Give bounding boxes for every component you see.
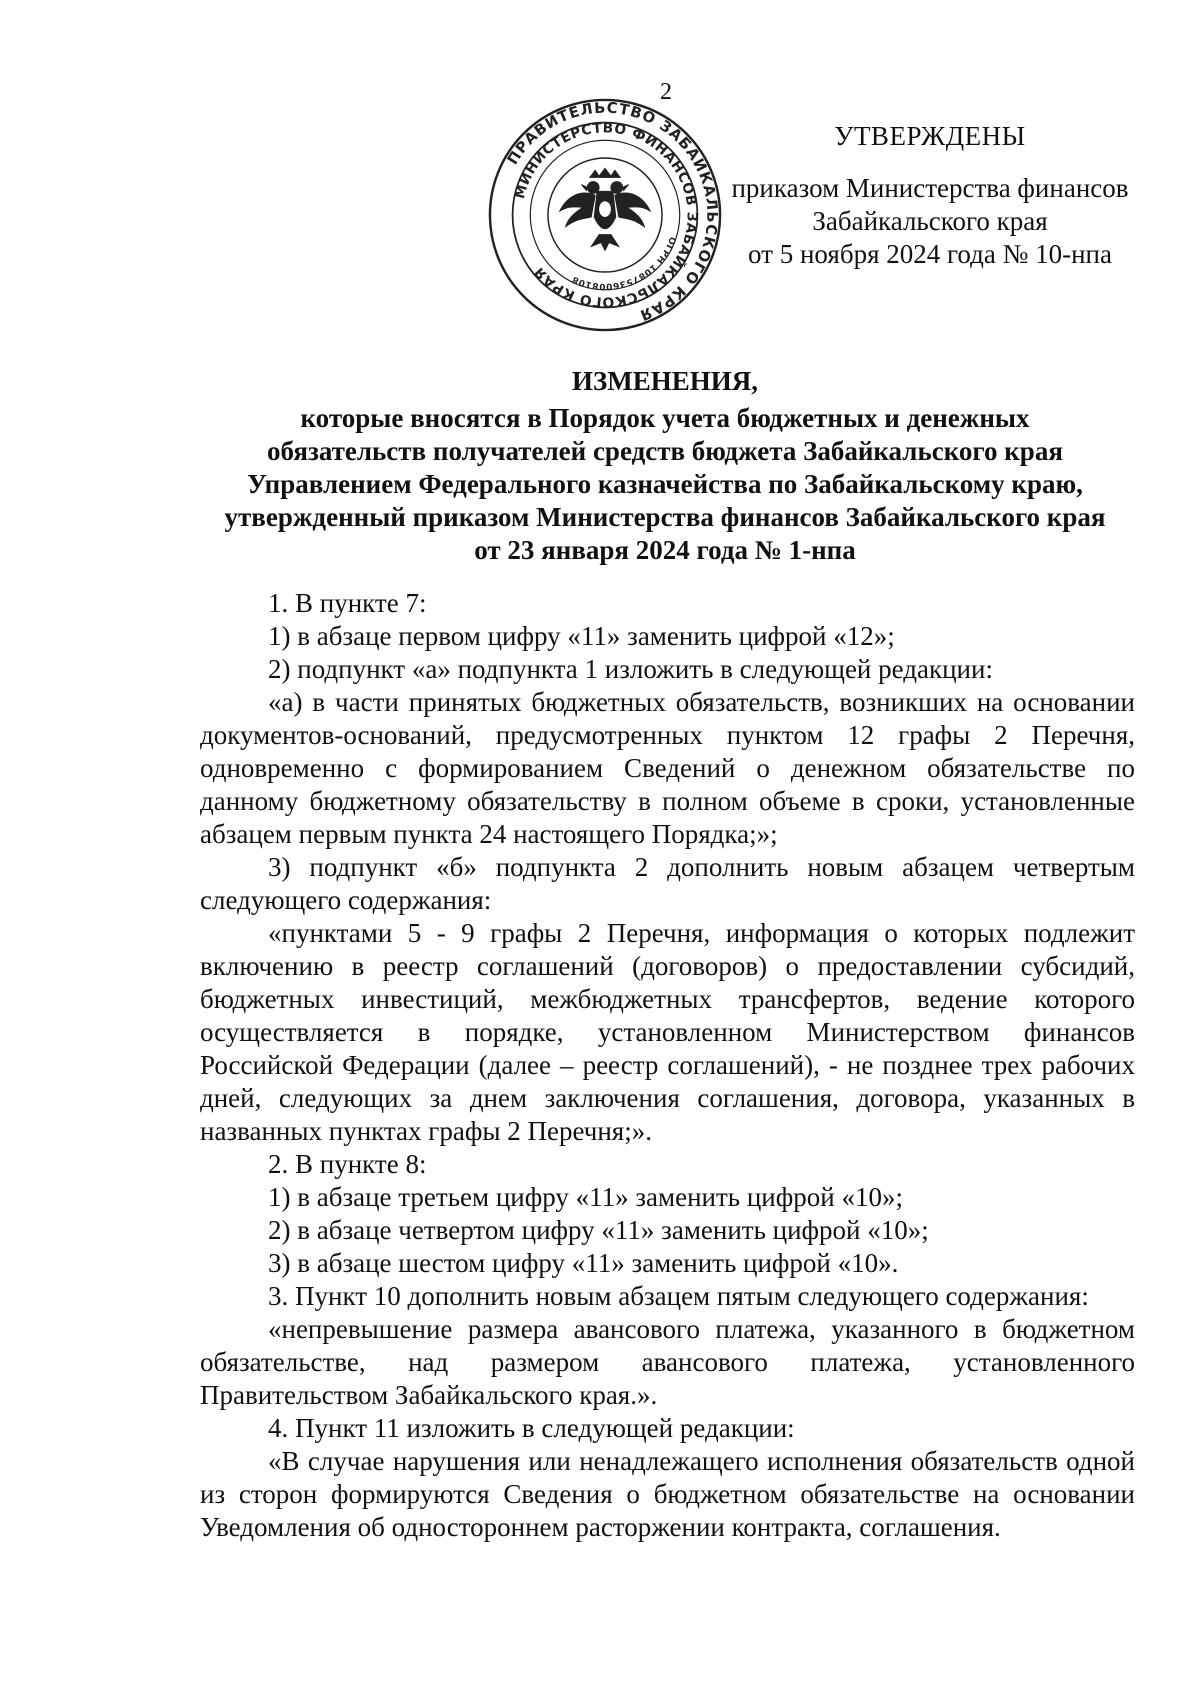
- paragraph: «непревышение размера авансового платежа, указанного в бюджетном обязательстве, над размером авансового платежа, установленного Правительством Забайкальского края.».: [200, 1314, 1135, 1410]
- approval-line-2: Забайкальского края: [812, 206, 1048, 236]
- approval-line-1: приказом Министерства финансов: [731, 173, 1129, 203]
- paragraph: 2) подпункт «а» подпункта 1 изложить в следующей редакции:: [268, 654, 993, 684]
- approval-block: [720, 116, 1140, 271]
- page-number: 2: [660, 79, 672, 105]
- paragraph: «В случае нарушения или ненадлежащего исполнения обязательств одной из сторон формируются Сведения о бюджетном обязательстве на основании Уведомления об одностороннем расторжении контракта, соглашения.: [200, 1446, 1135, 1542]
- document-body: [200, 587, 1135, 1544]
- paragraph: 1) в абзаце первом цифру «11» заменить цифрой «12»;: [268, 621, 895, 651]
- title-line: которые вносятся в Порядок учета бюджетных и денежных: [300, 403, 1030, 433]
- paragraph: «пунктами 5 - 9 графы 2 Перечня, информация о которых подлежит включению в реестр соглашений (договоров) о предоставлении субсидий, бюджетных инвестиций, межбюджетных трансфертов, ведение которого осуществляется в порядке, установленном Министерством финансов Российской Федерации (далее – реестр соглашений), - не позднее трех рабочих дней, следующих за днем заключения соглашения, договора, указанных в названных пунктах графы 2 Перечня;».: [200, 918, 1135, 1146]
- paragraph: 3) в абзаце шестом цифру «11» заменить цифрой «10».: [268, 1248, 899, 1278]
- paragraph: 2) в абзаце четвертом цифру «11» заменить цифрой «10»;: [268, 1215, 929, 1245]
- title-line: обязательств получателей средств бюджета Забайкальского края: [267, 436, 1063, 466]
- seal-outer-text: ПРАВИТЕЛЬСТВО ЗАБАЙКАЛЬСКОГО КРАЯ: [504, 99, 721, 324]
- approval-line-3: от 5 ноября 2024 года № 10-нпа: [748, 239, 1112, 269]
- approval-heading: УТВЕРЖДЕНЫ: [834, 121, 1026, 151]
- title-heading: ИЗМЕНЕНИЯ,: [571, 366, 758, 396]
- paragraph: «а) в части принятых бюджетных обязательств, возникших на основании документов-оснований, предусмотренных пунктом 12 графы 2 Перечня, одновременно с формированием Сведений о денежном обязательстве по данному бюджетному обязательству в полном объеме в сроки, установленные абзацем первым пункта 24 настоящего Порядка;»;: [200, 687, 1135, 849]
- paragraph: 1) в абзаце третьем цифру «11» заменить цифрой «10»;: [268, 1182, 903, 1212]
- seal-ogrn-text: ОГРН 1087536008108: [570, 235, 678, 291]
- official-seal: [487, 97, 723, 333]
- paragraph: 3) подпункт «б» подпункта 2 дополнить новым абзацем четвертым следующего содержания:: [200, 852, 1135, 915]
- paragraph: 4. Пункт 11 изложить в следующей редакции:: [268, 1413, 795, 1443]
- title-line: от 23 января 2024 года № 1-нпа: [474, 535, 856, 565]
- seal-middle-text: МИНИСТЕРСТВО ФИНАНСОВ ЗАБАЙКАЛЬСКОГО КРАЯ: [511, 120, 700, 310]
- paragraph: 1. В пункте 7:: [268, 588, 427, 618]
- paragraph: 3. Пункт 10 дополнить новым абзацем пятым следующего содержания:: [268, 1281, 1089, 1311]
- title-line: утвержденный приказом Министерства финансов Забайкальского края: [224, 502, 1106, 532]
- paragraph: 2. В пункте 8:: [268, 1149, 427, 1179]
- title-line: Управлением Федерального казначейства по Забайкальскому краю,: [247, 469, 1083, 499]
- document-title: [195, 365, 1135, 567]
